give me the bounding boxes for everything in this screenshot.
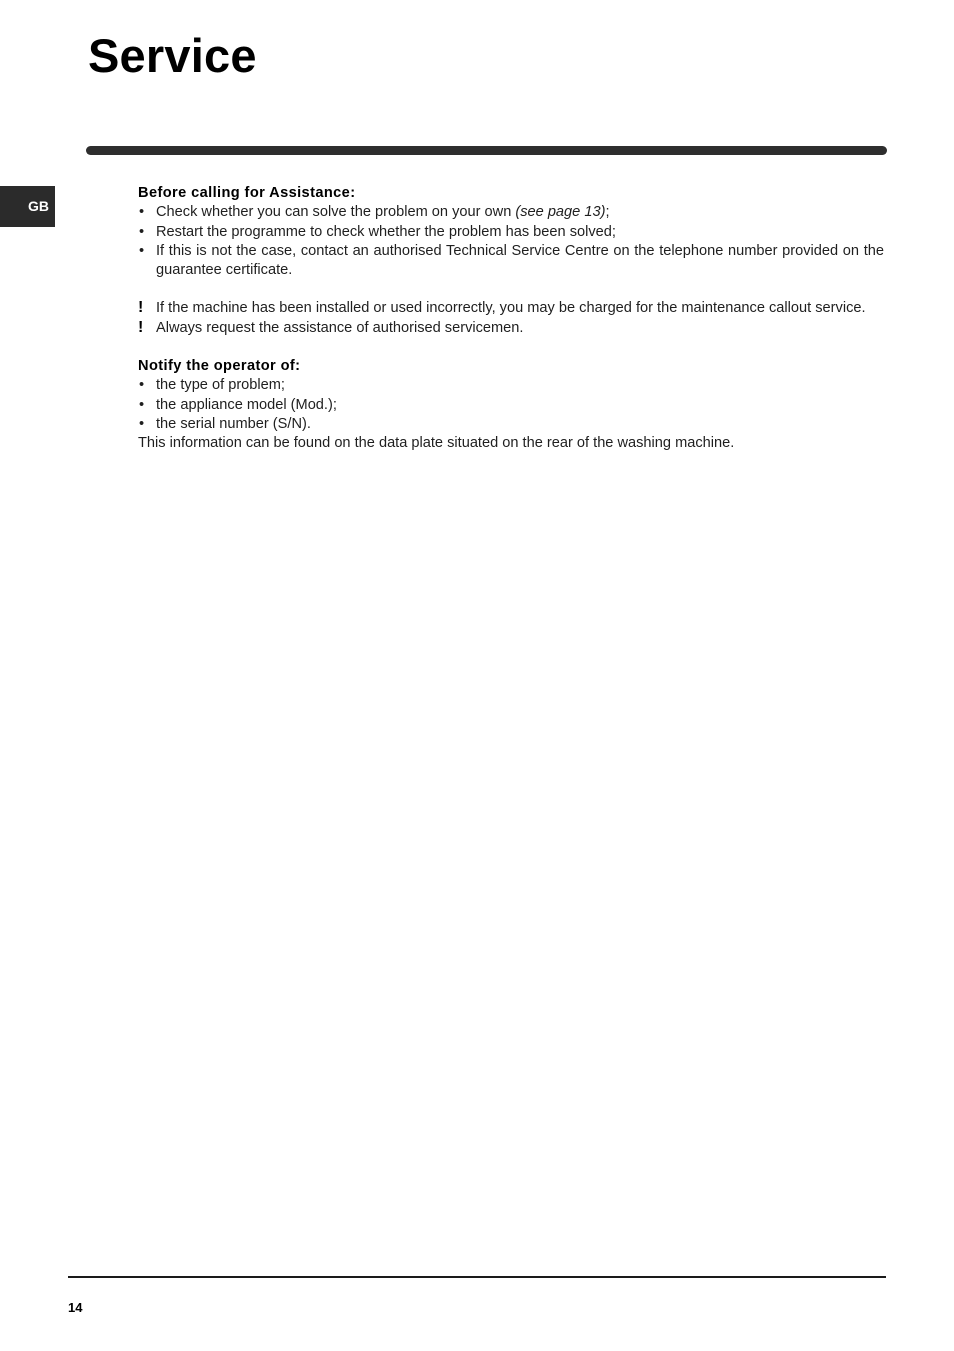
title-divider bbox=[86, 146, 887, 155]
footer-divider bbox=[68, 1276, 886, 1278]
list-item bbox=[138, 223, 884, 242]
page-number: 14 bbox=[68, 1300, 83, 1315]
bullet-icon: • bbox=[139, 415, 145, 432]
list-item-text: the appliance model (Mod.); bbox=[156, 396, 337, 413]
notify-list bbox=[138, 376, 884, 434]
before-calling-heading: Before calling for Assistance: bbox=[138, 185, 356, 201]
warning-note bbox=[138, 319, 884, 338]
language-tab: GB bbox=[0, 186, 55, 227]
list-item bbox=[138, 242, 884, 281]
bullet-icon: • bbox=[139, 204, 145, 221]
list-item bbox=[138, 415, 884, 434]
list-item bbox=[138, 396, 884, 415]
warning-text: Always request the assistance of authorised servicemen. bbox=[156, 319, 524, 336]
list-item-text: Restart the programme to check whether the problem has been solved; bbox=[156, 223, 616, 240]
list-item-text: the serial number (S/N). bbox=[156, 415, 311, 432]
section-spacer bbox=[138, 338, 884, 357]
list-item bbox=[138, 376, 884, 395]
bullet-icon: • bbox=[139, 242, 145, 259]
page-title: Service bbox=[88, 29, 257, 82]
list-item-text: Check whether you can solve the problem on your own bbox=[156, 204, 516, 221]
service-content bbox=[138, 184, 884, 454]
list-item bbox=[138, 203, 884, 222]
list-item-suffix: ; bbox=[605, 204, 610, 221]
warning-icon: ! bbox=[138, 299, 144, 317]
list-item-text: If this is not the case, contact an authorised Technical Service Centre on the telephone number provided on the guarantee certificate. bbox=[156, 242, 884, 279]
warning-note bbox=[138, 299, 884, 318]
bullet-icon: • bbox=[139, 377, 145, 394]
list-item-text: the type of problem; bbox=[156, 377, 285, 394]
warning-text: If the machine has been installed or used incorrectly, you may be charged for the maintenance callout service. bbox=[156, 300, 866, 317]
notify-heading: Notify the operator of: bbox=[138, 358, 301, 375]
bullet-icon: • bbox=[139, 396, 145, 413]
bullet-icon: • bbox=[139, 223, 145, 240]
warning-icon: ! bbox=[138, 318, 144, 336]
section-spacer bbox=[138, 280, 884, 299]
before-calling-list bbox=[138, 203, 884, 280]
page-reference: (see page 13) bbox=[515, 204, 606, 221]
data-plate-info: This information can be found on the data plate situated on the rear of the washing machine. bbox=[138, 435, 735, 452]
